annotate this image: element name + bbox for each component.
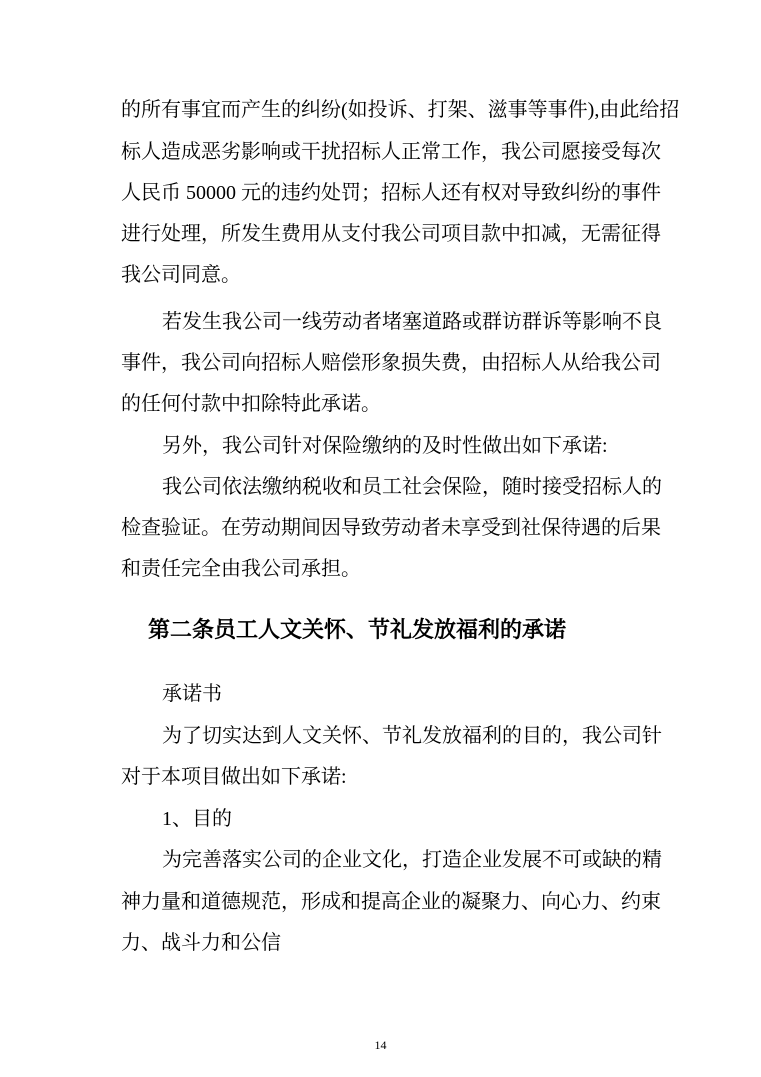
body-line: 标人造成恶劣影响或干扰招标人正常工作，我公司愿接受每次 [121, 141, 661, 163]
body-line: 为了切实达到人文关怀、节礼发放福利的目的，我公司针 [162, 725, 662, 747]
body-line: 人民币 50000 元的违约处罚；招标人还有权对导致纠纷的事件 [121, 182, 661, 204]
body-line: 另外，我公司针对保险缴纳的及时性做出如下承诺: [162, 435, 608, 457]
body-line: 为完善落实公司的企业文化，打造企业发展不可或缺的精 [162, 849, 662, 871]
body-line: 若发生我公司一线劳动者堵塞道路或群访群诉等影响不良 [162, 311, 662, 333]
section-heading: 第二条员工人文关怀、节礼发放福利的承诺 [148, 617, 567, 642]
body-line: 1、目的 [162, 808, 232, 830]
body-line: 和责任完全由我公司承担。 [121, 558, 361, 580]
body-line: 对于本项目做出如下承诺: [121, 766, 347, 788]
body-line: 承诺书 [162, 683, 222, 705]
body-line: 我公司同意。 [121, 264, 241, 286]
body-line: 我公司依法缴纳税收和员工社会保险，随时接受招标人的 [162, 476, 662, 498]
body-line: 神力量和道德规范，形成和提高企业的凝聚力、向心力、约束 [121, 891, 661, 913]
body-line: 检查验证。在劳动期间因导致劳动者未享受到社保待遇的后果 [121, 517, 661, 539]
body-line: 事件，我公司向招标人赔偿形象损失费，由招标人从给我公司 [121, 352, 661, 374]
body-line: 的所有事宜而产生的纠纷(如投诉、打架、滋事等事件),由此给招 [121, 99, 680, 121]
body-line: 力、战斗力和公信 [121, 932, 281, 954]
page-number: 14 [374, 1038, 387, 1052]
body-line: 的任何付款中扣除特此承诺。 [121, 393, 381, 415]
body-line: 进行处理，所发生费用从支付我公司项目款中扣减，无需征得 [121, 223, 661, 245]
